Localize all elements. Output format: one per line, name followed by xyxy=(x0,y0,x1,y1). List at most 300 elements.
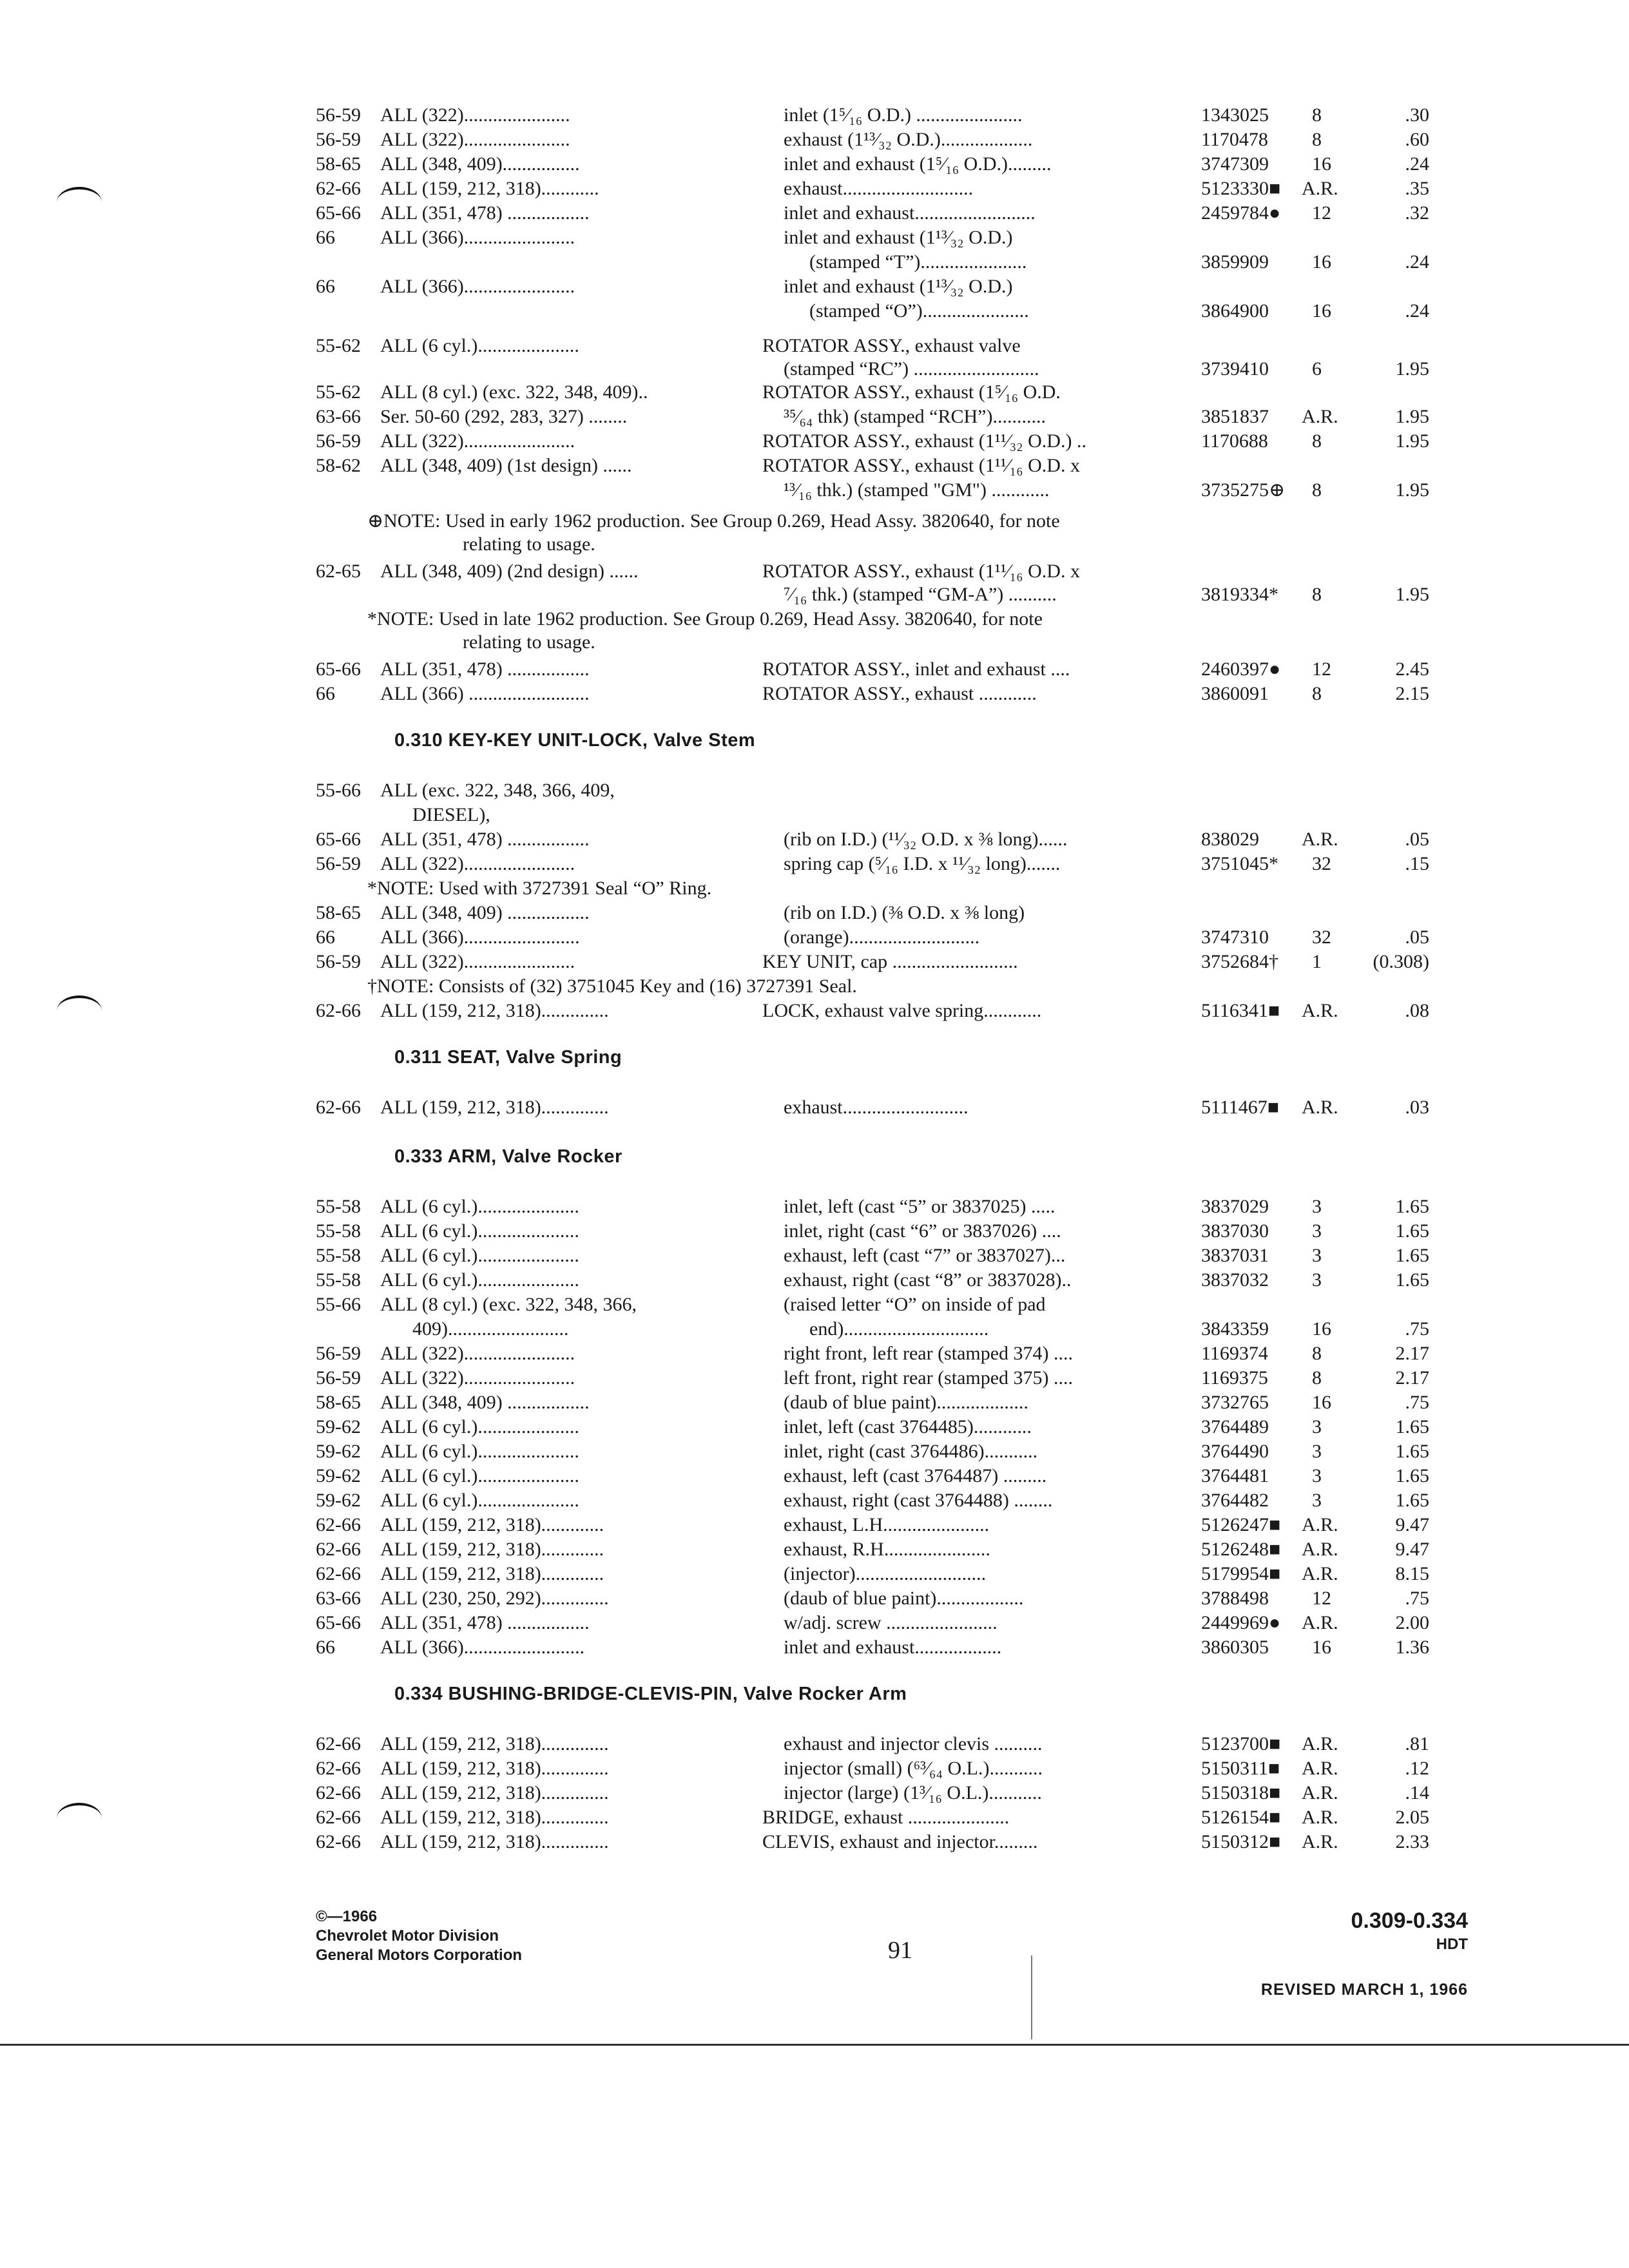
model-series: ALL (159, 212, 318).............. xyxy=(380,1807,609,1828)
quantity: A.R. xyxy=(1302,1831,1338,1852)
part-description: inlet, left (cast 3764485)............ xyxy=(784,1416,1032,1437)
parts-row xyxy=(0,299,1629,325)
quantity: 8 xyxy=(1312,683,1322,704)
parts-row xyxy=(0,478,1629,504)
note-text: *NOTE: Used with 3727391 Seal “O” Ring. xyxy=(367,878,712,899)
part-number: 3837032 xyxy=(1201,1269,1269,1291)
price: 2.33 xyxy=(1395,1831,1429,1852)
parts-row xyxy=(0,128,1629,153)
model-years: 66 xyxy=(316,276,335,297)
model-years: 59-62 xyxy=(316,1490,361,1511)
quantity: 8 xyxy=(1312,1367,1322,1389)
model-years: 62-66 xyxy=(316,1563,361,1584)
parts-row xyxy=(0,274,1629,300)
quantity: 1 xyxy=(1312,951,1322,972)
price: 2.15 xyxy=(1395,683,1429,704)
quantity: 16 xyxy=(1312,1318,1331,1340)
model-series: ALL (159, 212, 318)............. xyxy=(380,1563,604,1584)
model-years: 63-66 xyxy=(316,406,361,427)
part-number: 5126248■ xyxy=(1201,1539,1281,1560)
part-description: w/adj. screw ....................... xyxy=(784,1612,998,1633)
parts-row xyxy=(0,803,1629,829)
model-years: 56-59 xyxy=(316,853,361,874)
model-years: 56-59 xyxy=(316,1367,361,1389)
note-text: †NOTE: Consists of (32) 3751045 Key and (16) 3727391 Seal. xyxy=(367,975,857,997)
part-number: 3732765 xyxy=(1201,1392,1269,1413)
part-number: 3764490 xyxy=(1201,1441,1269,1462)
model-series: ALL (6 cyl.)..................... xyxy=(380,335,579,356)
model-series: 409)......................... xyxy=(412,1318,569,1340)
part-description: inlet, right (cast “6” or 3837026) .... xyxy=(784,1220,1061,1242)
parts-row xyxy=(0,357,1629,383)
model-series: ALL (322)....................... xyxy=(380,951,575,972)
model-series: ALL (159, 212, 318).............. xyxy=(380,1733,609,1754)
model-years: 62-66 xyxy=(316,1539,361,1560)
part-number: 5179954■ xyxy=(1201,1563,1281,1584)
part-number: 5150312■ xyxy=(1201,1831,1281,1852)
model-years: 66 xyxy=(316,927,335,948)
part-description: inlet and exhaust......................... xyxy=(784,202,1036,224)
part-number: 838029 xyxy=(1201,829,1259,850)
part-description: ROTATOR ASSY., exhaust valve xyxy=(762,335,1021,356)
model-years: 65-66 xyxy=(316,1612,361,1633)
section-subtitle: Valve Spring xyxy=(506,1047,622,1068)
section-title: BUSHING-BRIDGE-CLEVIS-PIN, xyxy=(448,1684,738,1704)
model-years: 55-58 xyxy=(316,1196,361,1217)
section-subtitle: Valve Rocker Arm xyxy=(743,1684,907,1704)
quantity: 12 xyxy=(1312,1588,1331,1609)
model-years: 58-65 xyxy=(316,153,361,175)
model-series: Ser. 50-60 (292, 283, 327) ........ xyxy=(380,406,628,427)
note-line xyxy=(0,974,1629,1000)
revision-date: REVISED MARCH 1, 1966 xyxy=(1260,1981,1468,1999)
parts-row xyxy=(0,1464,1629,1490)
part-number: 3859909 xyxy=(1201,251,1269,273)
parts-row xyxy=(0,1732,1629,1758)
quantity: 16 xyxy=(1312,1392,1331,1413)
part-description: ROTATOR ASSY., inlet and exhaust .... xyxy=(762,658,1070,680)
quantity: 8 xyxy=(1312,1343,1322,1364)
part-description: (stamped “RC”) .......................... xyxy=(784,358,1039,380)
part-description: (rib on I.D.) (¹¹⁄₃₂ O.D. x ⅜ long)...... xyxy=(784,829,1068,850)
part-description: exhaust, left (cast “7” or 3837027)... xyxy=(784,1245,1066,1266)
model-years: 58-65 xyxy=(316,902,361,923)
model-series: ALL (6 cyl.)..................... xyxy=(380,1490,579,1511)
model-years: 56-59 xyxy=(316,430,361,452)
quantity: A.R. xyxy=(1302,1000,1338,1021)
model-years: 62-66 xyxy=(316,1000,361,1021)
model-years: 66 xyxy=(316,1637,335,1658)
part-description: BRIDGE, exhaust ..................... xyxy=(762,1807,1010,1828)
section-heading xyxy=(394,728,755,754)
part-number: 3764482 xyxy=(1201,1490,1269,1511)
price: .35 xyxy=(1405,178,1429,199)
price: .81 xyxy=(1405,1733,1429,1754)
parts-row xyxy=(0,1635,1629,1661)
parts-row xyxy=(0,1366,1629,1392)
model-series: ALL (6 cyl.)..................... xyxy=(380,1441,579,1462)
part-description: ROTATOR ASSY., exhaust (1¹¹⁄₃₂ O.D.) .. xyxy=(762,430,1086,452)
part-description: exhaust, R.H...................... xyxy=(784,1539,990,1560)
publisher-block xyxy=(316,1907,522,1965)
parts-row xyxy=(0,1415,1629,1441)
quantity: A.R. xyxy=(1302,1514,1338,1535)
price: .75 xyxy=(1405,1392,1429,1413)
price: 1.36 xyxy=(1395,1637,1429,1658)
parts-row xyxy=(0,1513,1629,1539)
model-series: ALL (322)...................... xyxy=(380,104,570,126)
part-description: ROTATOR ASSY., exhaust ............ xyxy=(762,683,1037,704)
price: 1.95 xyxy=(1395,358,1429,380)
part-description: ¹³⁄₁₆ thk.) (stamped "GM") ............ xyxy=(784,479,1050,501)
model-series: ALL (366)....................... xyxy=(380,227,575,248)
model-years: 59-62 xyxy=(316,1416,361,1437)
part-number: 3739410 xyxy=(1201,358,1269,380)
price: .24 xyxy=(1405,300,1429,322)
quantity: 3 xyxy=(1312,1441,1322,1462)
price: .12 xyxy=(1405,1758,1429,1779)
price: .08 xyxy=(1405,1000,1429,1021)
section-heading xyxy=(394,1045,622,1071)
price: .30 xyxy=(1405,104,1429,126)
parts-row xyxy=(0,925,1629,951)
quantity: 12 xyxy=(1312,658,1331,680)
part-number: 1170688 xyxy=(1201,430,1268,452)
price: 2.45 xyxy=(1395,658,1429,680)
model-years: 56-59 xyxy=(316,951,361,972)
price: 1.95 xyxy=(1395,584,1429,605)
model-years: 66 xyxy=(316,683,335,704)
part-description: inlet, left (cast “5” or 3837025) ..... xyxy=(784,1196,1055,1217)
quantity: 16 xyxy=(1312,1637,1331,1658)
parts-row xyxy=(0,582,1629,608)
model-years: 55-58 xyxy=(316,1245,361,1266)
part-description: inlet and exhaust (1¹³⁄₃₂ O.D.) xyxy=(784,227,1013,248)
model-series: ALL (6 cyl.)..................... xyxy=(380,1416,579,1437)
part-description: (rib on I.D.) (⅜ O.D. x ⅜ long) xyxy=(784,902,1025,923)
price: 1.95 xyxy=(1395,406,1429,427)
model-years: 55-62 xyxy=(316,335,361,356)
price: 1.65 xyxy=(1395,1465,1429,1486)
part-description: ⁷⁄₁₆ thk.) (stamped “GM-A”) .......... xyxy=(784,584,1057,605)
model-series: ALL (6 cyl.)..................... xyxy=(380,1196,579,1217)
part-description: (daub of blue paint).................. xyxy=(784,1588,1024,1609)
model-series: ALL (6 cyl.)..................... xyxy=(380,1269,579,1291)
quantity: 16 xyxy=(1312,153,1331,175)
part-number: 3764489 xyxy=(1201,1416,1269,1437)
model-series: ALL (366)........................ xyxy=(380,927,580,948)
parts-row xyxy=(0,1562,1629,1588)
model-years: 62-66 xyxy=(316,1097,361,1118)
parts-row xyxy=(0,177,1629,202)
section-number: 0.333 xyxy=(394,1146,443,1167)
price: 8.15 xyxy=(1395,1563,1429,1584)
part-number: 5111467■ xyxy=(1201,1097,1279,1118)
part-number: 5150318■ xyxy=(1201,1782,1281,1803)
price: .24 xyxy=(1405,153,1429,175)
quantity: A.R. xyxy=(1302,1782,1338,1803)
section-title: KEY-KEY UNIT-LOCK, xyxy=(448,730,648,751)
part-description: exhaust........................... xyxy=(784,178,974,199)
part-description: exhaust, right (cast “8” or 3837028).. xyxy=(784,1269,1072,1291)
model-years: 56-59 xyxy=(316,129,361,150)
part-description: (orange)........................... xyxy=(784,927,980,948)
parts-row xyxy=(0,901,1629,927)
parts-row xyxy=(0,950,1629,975)
quantity: 3 xyxy=(1312,1416,1322,1437)
part-number: 3788498 xyxy=(1201,1588,1269,1609)
part-description: ROTATOR ASSY., exhaust (1¹¹⁄₁₆ O.D. x xyxy=(762,561,1080,582)
quantity: A.R. xyxy=(1302,406,1338,427)
model-series: ALL (159, 212, 318)............ xyxy=(380,178,599,199)
quantity: A.R. xyxy=(1302,178,1338,199)
part-number: 1169375 xyxy=(1201,1367,1268,1389)
parts-row xyxy=(0,405,1629,430)
price: .05 xyxy=(1405,927,1429,948)
part-description: (daub of blue paint)................... xyxy=(784,1392,1028,1413)
part-description: CLEVIS, exhaust and injector......... xyxy=(762,1831,1038,1852)
model-series: ALL (351, 478) ................. xyxy=(380,829,590,850)
parts-row xyxy=(0,1439,1629,1465)
part-number: 1170478 xyxy=(1201,129,1268,150)
quantity: 3 xyxy=(1312,1269,1322,1291)
model-series: ALL (351, 478) ................. xyxy=(380,202,590,224)
model-years: 62-65 xyxy=(316,561,361,582)
section-title: ARM, xyxy=(447,1146,497,1167)
part-description: ROTATOR ASSY., exhaust (1¹¹⁄₁₆ O.D. x xyxy=(762,455,1080,476)
part-description: injector (small) (⁶³⁄₆₄ O.L.)........... xyxy=(784,1758,1043,1779)
parts-row xyxy=(0,380,1629,406)
model-series: ALL (159, 212, 318).............. xyxy=(380,1831,609,1852)
model-series: ALL (322)....................... xyxy=(380,430,575,452)
price: 9.47 xyxy=(1395,1539,1429,1560)
model-series: ALL (322)...................... xyxy=(380,129,570,150)
parts-row xyxy=(0,1219,1629,1245)
quantity: A.R. xyxy=(1302,1563,1338,1584)
part-number: 3837029 xyxy=(1201,1196,1269,1217)
parts-row xyxy=(0,1341,1629,1367)
parts-row xyxy=(0,1805,1629,1831)
part-number: 3851837 xyxy=(1201,406,1269,427)
part-number: 3751045* xyxy=(1201,853,1278,874)
price: 1.95 xyxy=(1395,479,1429,501)
part-description: (stamped “T”)...................... xyxy=(809,251,1027,273)
model-years: 62-66 xyxy=(316,1514,361,1535)
part-number: 5150311■ xyxy=(1201,1758,1280,1779)
part-number: 3837031 xyxy=(1201,1245,1269,1266)
parts-row xyxy=(0,1195,1629,1220)
section-number: 0.311 xyxy=(394,1047,442,1068)
parts-row xyxy=(0,852,1629,878)
part-description: injector (large) (1³⁄₁₆ O.L.)........... xyxy=(784,1782,1042,1803)
quantity: 8 xyxy=(1312,430,1322,452)
part-number: 3764481 xyxy=(1201,1465,1269,1486)
part-description: right front, left rear (stamped 374) .... xyxy=(784,1343,1074,1364)
quantity: 16 xyxy=(1312,300,1331,322)
part-number: 3864900 xyxy=(1201,300,1269,322)
parts-row xyxy=(0,1756,1629,1782)
note-text: relating to usage. xyxy=(463,631,595,653)
part-description: inlet and exhaust.................. xyxy=(784,1637,1002,1658)
quantity: 8 xyxy=(1312,479,1322,501)
parts-row xyxy=(0,1586,1629,1612)
price: 1.95 xyxy=(1395,430,1429,452)
part-description: exhaust, right (cast 3764488) ........ xyxy=(784,1490,1053,1511)
part-description: (injector)........................... xyxy=(784,1563,987,1584)
quantity: 3 xyxy=(1312,1245,1322,1266)
part-description: ROTATOR ASSY., exhaust (1⁵⁄₁₆ O.D. xyxy=(762,381,1061,403)
parts-row xyxy=(0,1537,1629,1563)
parts-row xyxy=(0,1390,1629,1416)
model-series: ALL (351, 478) ................. xyxy=(380,1612,590,1633)
parts-row xyxy=(0,657,1629,683)
quantity: 32 xyxy=(1312,927,1331,948)
parts-row xyxy=(0,201,1629,227)
parts-row xyxy=(0,1244,1629,1269)
parts-row xyxy=(0,1611,1629,1637)
price: 2.00 xyxy=(1395,1612,1429,1633)
price: 1.65 xyxy=(1395,1441,1429,1462)
quantity: 3 xyxy=(1312,1196,1322,1217)
note-line xyxy=(0,607,1629,633)
model-series: ALL (322)....................... xyxy=(380,1367,575,1389)
part-number: 3747309 xyxy=(1201,153,1269,175)
model-series: ALL (8 cyl.) (exc. 322, 348, 366, xyxy=(380,1294,637,1315)
page-number: 91 xyxy=(888,1937,912,1964)
section-subtitle: Valve Rocker xyxy=(502,1146,622,1167)
model-series: ALL (6 cyl.)..................... xyxy=(380,1245,579,1266)
model-series: ALL (159, 212, 318).............. xyxy=(380,1000,609,1021)
price: 1.65 xyxy=(1395,1416,1429,1437)
quantity: A.R. xyxy=(1302,829,1338,850)
part-number: 3752684† xyxy=(1201,951,1278,972)
part-number: 3843359 xyxy=(1201,1318,1269,1340)
divider xyxy=(0,2044,1629,2046)
model-years: 65-66 xyxy=(316,829,361,850)
parts-row xyxy=(0,1293,1629,1318)
parts-row xyxy=(0,682,1629,707)
part-number: 3860305 xyxy=(1201,1637,1269,1658)
model-years: 55-62 xyxy=(316,381,361,403)
note-line xyxy=(0,630,1629,656)
model-years: 62-66 xyxy=(316,1782,361,1803)
model-series: ALL (159, 212, 318).............. xyxy=(380,1097,609,1118)
part-number: 3819334* xyxy=(1201,584,1278,605)
model-years: 58-65 xyxy=(316,1392,361,1413)
price: .75 xyxy=(1405,1318,1429,1340)
note-line xyxy=(0,532,1629,558)
quantity: 6 xyxy=(1312,358,1322,380)
model-series: ALL (366) ......................... xyxy=(380,683,590,704)
quantity: 3 xyxy=(1312,1465,1322,1486)
part-number: 5116341■ xyxy=(1201,1000,1280,1021)
quantity: A.R. xyxy=(1302,1612,1338,1633)
price: 1.65 xyxy=(1395,1245,1429,1266)
quantity: 8 xyxy=(1312,129,1322,150)
part-number: 1343025 xyxy=(1201,104,1269,126)
model-years: 59-62 xyxy=(316,1465,361,1486)
quantity: 8 xyxy=(1312,584,1322,605)
parts-row xyxy=(0,827,1629,853)
quantity: 3 xyxy=(1312,1220,1322,1242)
note-text: relating to usage. xyxy=(463,533,595,555)
quantity: A.R. xyxy=(1302,1758,1338,1779)
part-description: (raised letter “O” on inside of pad xyxy=(784,1294,1046,1315)
quantity: 3 xyxy=(1312,1490,1322,1511)
division: Chevrolet Motor Division xyxy=(316,1927,499,1945)
parts-row xyxy=(0,1317,1629,1343)
price: .15 xyxy=(1405,853,1429,874)
model-years: 55-66 xyxy=(316,1294,361,1315)
parts-row xyxy=(0,334,1629,360)
part-description: (stamped “O”)...................... xyxy=(809,300,1029,322)
part-description: inlet (1⁵⁄₁₆ O.D.) ...................... xyxy=(784,104,1023,126)
model-series: ALL (348, 409) ................. xyxy=(380,902,590,923)
model-series: ALL (366)....................... xyxy=(380,276,575,297)
model-years: 62-66 xyxy=(316,178,361,199)
divider xyxy=(1031,1956,1032,2039)
model-years: 62-66 xyxy=(316,1807,361,1828)
model-series: ALL (159, 212, 318)............. xyxy=(380,1539,604,1560)
quantity: A.R. xyxy=(1302,1807,1338,1828)
model-years: 55-58 xyxy=(316,1220,361,1242)
part-description: spring cap (⁵⁄₁₆ I.D. x ¹¹⁄₃₂ long)....... xyxy=(784,853,1061,874)
price: .75 xyxy=(1405,1588,1429,1609)
model-series: ALL (348, 409) (1st design) ...... xyxy=(380,455,632,476)
model-years: 56-59 xyxy=(316,1343,361,1364)
quantity: A.R. xyxy=(1302,1733,1338,1754)
part-description: inlet and exhaust (1⁵⁄₁₆ O.D.)......... xyxy=(784,153,1052,175)
price: 2.17 xyxy=(1395,1343,1429,1364)
copyright: ©—1966 xyxy=(316,1908,378,1925)
quantity: A.R. xyxy=(1302,1539,1338,1560)
model-series: ALL (159, 212, 318).............. xyxy=(380,1758,609,1779)
part-description: exhaust (1¹³⁄₃₂ O.D.)................... xyxy=(784,129,1033,150)
quantity: 16 xyxy=(1312,251,1331,273)
model-years: 66 xyxy=(316,227,335,248)
part-number: 5126247■ xyxy=(1201,1514,1281,1535)
section-title: SEAT, xyxy=(447,1047,501,1068)
model-series: ALL (351, 478) ................. xyxy=(380,658,590,680)
parts-row xyxy=(0,454,1629,479)
section-heading xyxy=(394,1682,907,1707)
model-series: DIESEL), xyxy=(412,804,490,825)
model-series: ALL (159, 212, 318).............. xyxy=(380,1782,609,1803)
model-years: 55-58 xyxy=(316,1269,361,1291)
note-text: ⊕NOTE: Used in early 1962 production. See Group 0.269, Head Assy. 3820640, for note xyxy=(367,510,1060,532)
part-number: 1169374 xyxy=(1201,1343,1268,1364)
price: 1.65 xyxy=(1395,1269,1429,1291)
part-description: inlet and exhaust (1¹³⁄₃₂ O.D.) xyxy=(784,276,1013,297)
model-years: 55-66 xyxy=(316,780,361,801)
parts-row xyxy=(0,152,1629,178)
price: 1.65 xyxy=(1395,1490,1429,1511)
part-description: exhaust.......................... xyxy=(784,1097,969,1118)
parts-row xyxy=(0,1095,1629,1121)
parts-row xyxy=(0,778,1629,804)
model-years: 62-66 xyxy=(316,1733,361,1754)
model-series: ALL (322)....................... xyxy=(380,1343,575,1364)
parts-row xyxy=(0,1781,1629,1807)
model-years: 63-66 xyxy=(316,1588,361,1609)
model-series: ALL (159, 212, 318)............. xyxy=(380,1514,604,1535)
part-description: inlet, right (cast 3764486)........... xyxy=(784,1441,1038,1462)
model-years: 56-59 xyxy=(316,104,361,126)
section-code: HDT xyxy=(1436,1936,1468,1953)
model-years: 58-62 xyxy=(316,455,361,476)
part-description: exhaust, left (cast 3764487) ......... xyxy=(784,1465,1047,1486)
part-description: left front, right rear (stamped 375) .... xyxy=(784,1367,1074,1389)
